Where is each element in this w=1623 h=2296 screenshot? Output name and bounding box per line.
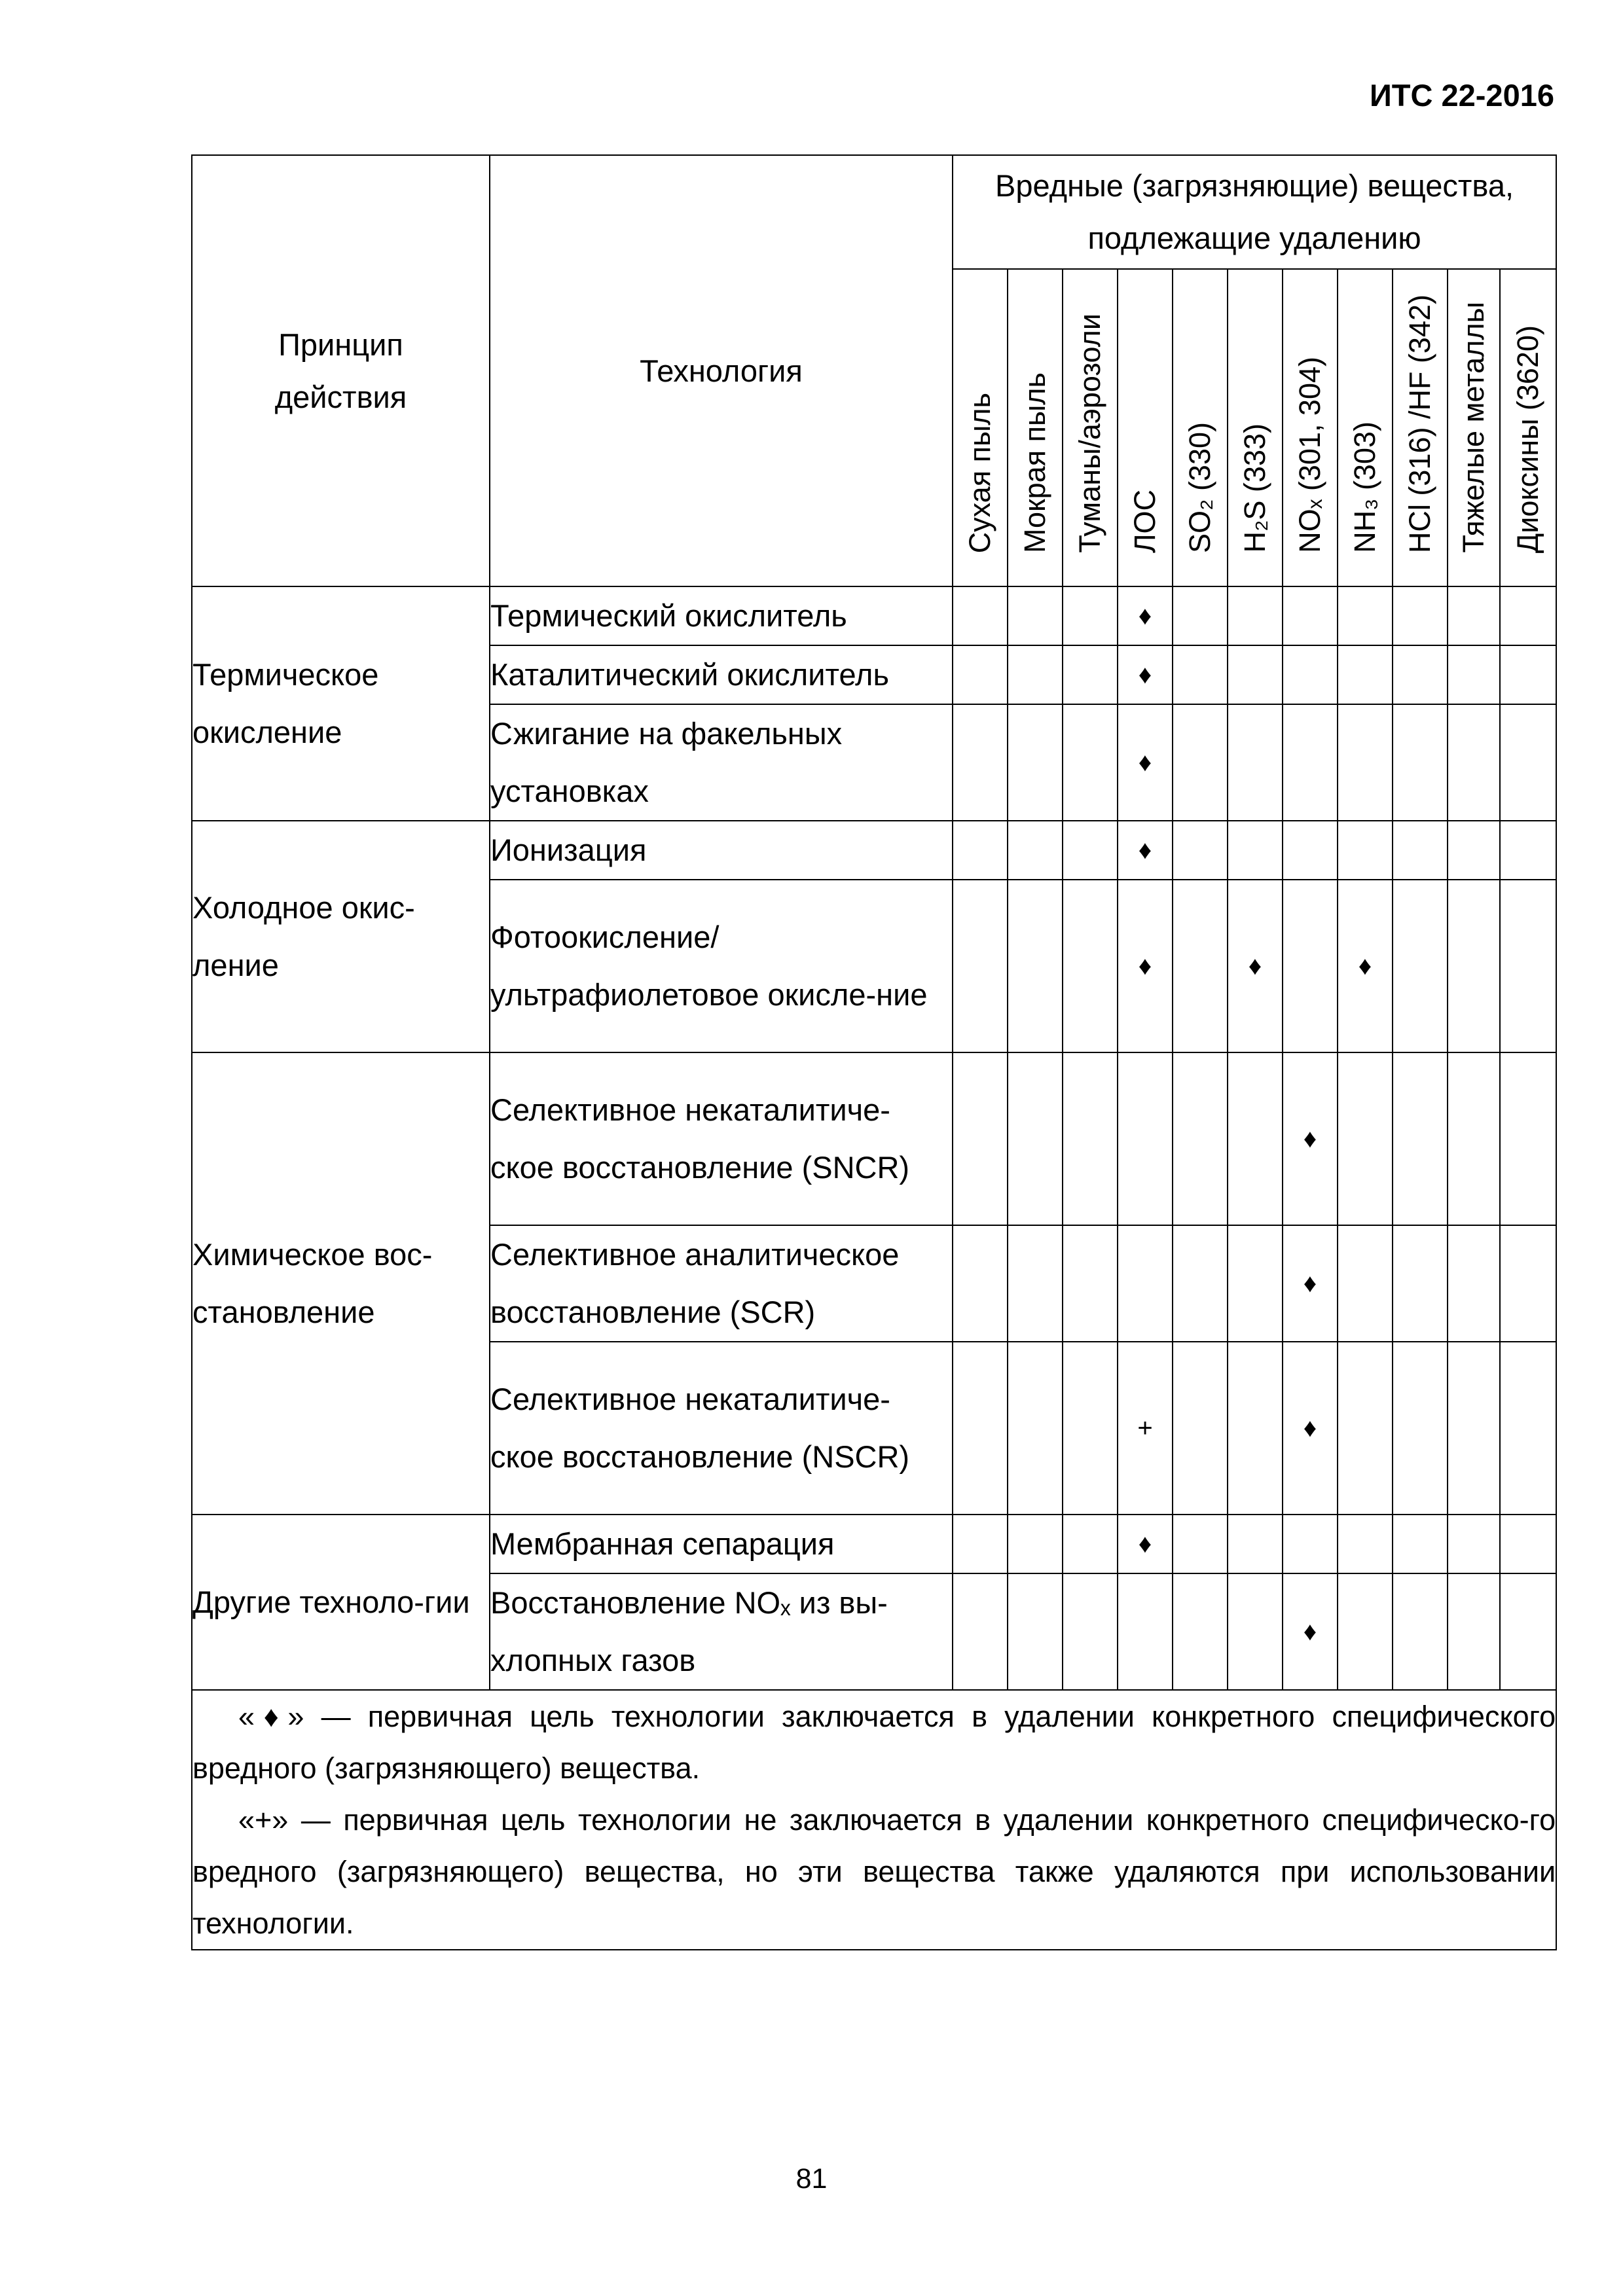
substance-column-label: Тяжелые металлы (1457, 302, 1490, 553)
mark-cell (1173, 1225, 1228, 1342)
mark-cell (1063, 1052, 1118, 1225)
mark-cell: ♦ (1118, 645, 1173, 704)
table-row (192, 1515, 1556, 1573)
mark-cell: ♦ (1283, 1342, 1338, 1515)
technology-cell: Мембранная сепарация (490, 1515, 953, 1573)
mark-cell (1283, 821, 1338, 880)
technology-cell: Селективное некаталитиче-ское восстановление (NSCR) (490, 1342, 953, 1515)
mark-cell (1008, 1515, 1063, 1573)
substance-column-label: H₂S (333) (1238, 423, 1271, 553)
mark-cell (1500, 1515, 1556, 1573)
substance-column-header (1393, 269, 1448, 586)
legend-note: «+» — первичная цель технологии не заключается в удалении конкретного специфическо-го вредного (загрязняющего) вещества, но эти вещества также удаляются при использовании технологии. (192, 1803, 1556, 1940)
mark-cell (1008, 645, 1063, 704)
mark-cell (1500, 880, 1556, 1052)
mark-cell: ♦ (1118, 821, 1173, 880)
technology-cell: Каталитический окислитель (490, 645, 953, 704)
mark-cell (1500, 1342, 1556, 1515)
mark-cell (1173, 880, 1228, 1052)
table-head (192, 155, 1556, 586)
mark-cell (953, 1225, 1008, 1342)
mark-cell: ♦ (1338, 880, 1393, 1052)
mark-cell (1393, 1052, 1448, 1225)
table-body (192, 586, 1556, 1950)
technology-cell: Селективное аналитическое восстановление (SCR) (490, 1225, 953, 1342)
mark-cell (1063, 880, 1118, 1052)
mark-cell (1008, 1052, 1063, 1225)
substance-column-label: Диоксины (3620) (1511, 325, 1545, 553)
mark-cell (1063, 1573, 1118, 1690)
mark-cell: ♦ (1118, 1515, 1173, 1573)
technology-cell: Сжигание на факельных установках (490, 704, 953, 821)
mark-cell (1008, 821, 1063, 880)
mark-cell (953, 1052, 1008, 1225)
mark-cell (1283, 586, 1338, 645)
substance-column-header (953, 269, 1008, 586)
mark-cell: ♦ (1228, 880, 1283, 1052)
mark-cell (1393, 645, 1448, 704)
technology-cell: Термический окислитель (490, 586, 953, 645)
mark-cell (1118, 1225, 1173, 1342)
mark-cell (1393, 1573, 1448, 1690)
mark-cell (1228, 1515, 1283, 1573)
mark-cell (1448, 1052, 1500, 1225)
mark-cell (1063, 821, 1118, 880)
mark-cell (1393, 704, 1448, 821)
mark-cell (1500, 645, 1556, 704)
mark-cell (1008, 1573, 1063, 1690)
substance-column-header (1008, 269, 1063, 586)
header-technology: Технология (490, 155, 953, 586)
mark-cell (1063, 704, 1118, 821)
substance-column-header (1228, 269, 1283, 586)
technology-cell: Ионизация (490, 821, 953, 880)
mark-cell (1008, 586, 1063, 645)
mark-cell (1063, 1225, 1118, 1342)
mark-cell (1173, 1342, 1228, 1515)
mark-cell (1448, 1342, 1500, 1515)
legend-note: «♦» — первичная цель технологии заключается в удалении конкретного специфического вредного (загрязняющего) вещества. (192, 1700, 1556, 1785)
mark-cell: ♦ (1283, 1225, 1338, 1342)
mark-cell (1393, 1515, 1448, 1573)
substance-column-header (1173, 269, 1228, 586)
mark-cell (1008, 704, 1063, 821)
substances-table (191, 154, 1557, 1950)
mark-cell (1173, 821, 1228, 880)
substance-column-header (1448, 269, 1500, 586)
substance-column-label: Мокрая пыль (1018, 372, 1051, 553)
mark-cell (1283, 645, 1338, 704)
mark-cell (1063, 645, 1118, 704)
mark-cell (1228, 704, 1283, 821)
substance-column-label: SO₂ (330) (1183, 422, 1216, 553)
mark-cell (1118, 1573, 1173, 1690)
substance-column-label: ЛОС (1128, 489, 1161, 553)
mark-cell (1448, 1573, 1500, 1690)
principle-cell: Холодное окис-ление (192, 821, 490, 1052)
substance-column-header (1338, 269, 1393, 586)
mark-cell (953, 1342, 1008, 1515)
substance-column-header (1118, 269, 1173, 586)
substance-column-header (1063, 269, 1118, 586)
mark-cell (1338, 821, 1393, 880)
mark-cell: ♦ (1118, 704, 1173, 821)
mark-cell (1228, 821, 1283, 880)
mark-cell (1228, 1573, 1283, 1690)
legend-notes (192, 1690, 1556, 1950)
mark-cell (1338, 645, 1393, 704)
mark-cell (1500, 586, 1556, 645)
mark-cell (1338, 1052, 1393, 1225)
mark-cell (1008, 880, 1063, 1052)
mark-cell (1228, 1225, 1283, 1342)
mark-cell (1393, 586, 1448, 645)
mark-cell (1500, 1225, 1556, 1342)
mark-cell (1173, 586, 1228, 645)
mark-cell (1283, 1515, 1338, 1573)
substance-column-label: NH₃ (303) (1348, 422, 1381, 553)
substance-column-label: HCl (316) /HF (342) (1403, 294, 1436, 553)
mark-cell (1173, 645, 1228, 704)
technology-cell: Селективное некаталитиче-ское восстановление (SNCR) (490, 1052, 953, 1225)
mark-cell: ♦ (1283, 1052, 1338, 1225)
mark-cell (1228, 586, 1283, 645)
mark-cell (1500, 821, 1556, 880)
table-row (192, 1052, 1556, 1225)
mark-cell (1393, 1225, 1448, 1342)
mark-cell (953, 1515, 1008, 1573)
mark-cell (1063, 1342, 1118, 1515)
technology-cell: Фотоокисление/ ультрафиолетовое окисле-ние (490, 880, 953, 1052)
mark-cell (1500, 704, 1556, 821)
mark-cell (1173, 704, 1228, 821)
mark-cell (1500, 1573, 1556, 1690)
mark-cell (1008, 1342, 1063, 1515)
substance-column-header (1283, 269, 1338, 586)
mark-cell (1393, 1342, 1448, 1515)
principle-cell: Термическое окисление (192, 586, 490, 821)
mark-cell (953, 821, 1008, 880)
mark-cell (1283, 880, 1338, 1052)
mark-cell (1173, 1515, 1228, 1573)
mark-cell (1338, 1515, 1393, 1573)
technology-cell: Восстановление NOₓ из вы-хлопных газов (490, 1573, 953, 1690)
mark-cell (1173, 1573, 1228, 1690)
mark-cell (1283, 704, 1338, 821)
mark-cell (1393, 880, 1448, 1052)
mark-cell (1338, 1342, 1393, 1515)
mark-cell (1500, 1052, 1556, 1225)
document-code: ИТС 22-2016 (1370, 78, 1554, 113)
mark-cell (1063, 586, 1118, 645)
mark-cell (1228, 1342, 1283, 1515)
substance-column-label: Сухая пыль (963, 392, 996, 553)
principle-cell: Другие техноло-гии (192, 1515, 490, 1690)
mark-cell: ♦ (1283, 1573, 1338, 1690)
table-row (192, 821, 1556, 880)
header-principle: Принцип действия (192, 155, 490, 586)
mark-cell: ♦ (1118, 880, 1173, 1052)
page-number: 81 (795, 2163, 828, 2195)
mark-cell (1063, 1515, 1118, 1573)
mark-cell (1448, 1225, 1500, 1342)
mark-cell (1448, 880, 1500, 1052)
table-row (192, 586, 1556, 645)
mark-cell (1008, 1225, 1063, 1342)
substance-column-label: NOₓ (301, 304) (1293, 357, 1326, 553)
mark-cell (1338, 704, 1393, 821)
mark-cell (953, 645, 1008, 704)
mark-cell (1173, 1052, 1228, 1225)
mark-cell (1448, 1515, 1500, 1573)
mark-cell (1228, 645, 1283, 704)
mark-cell (1448, 704, 1500, 821)
mark-cell (953, 1573, 1008, 1690)
mark-cell (1118, 1052, 1173, 1225)
mark-cell (1338, 1225, 1393, 1342)
mark-cell (1448, 821, 1500, 880)
header-substances-group: Вредные (загрязняющие) вещества, подлежащие удалению (953, 155, 1556, 269)
mark-cell (953, 704, 1008, 821)
principle-cell: Химическое вос-становление (192, 1052, 490, 1515)
mark-cell: ♦ (1118, 586, 1173, 645)
mark-cell (1338, 586, 1393, 645)
mark-cell (1338, 1573, 1393, 1690)
mark-cell (953, 586, 1008, 645)
substance-column-label: Туманы/аэрозоли (1073, 314, 1106, 553)
mark-cell (1448, 586, 1500, 645)
mark-cell (953, 880, 1008, 1052)
substance-column-header (1500, 269, 1556, 586)
notes-row (192, 1690, 1556, 1950)
mark-cell (1228, 1052, 1283, 1225)
mark-cell (1393, 821, 1448, 880)
mark-cell: + (1118, 1342, 1173, 1515)
mark-cell (1448, 645, 1500, 704)
